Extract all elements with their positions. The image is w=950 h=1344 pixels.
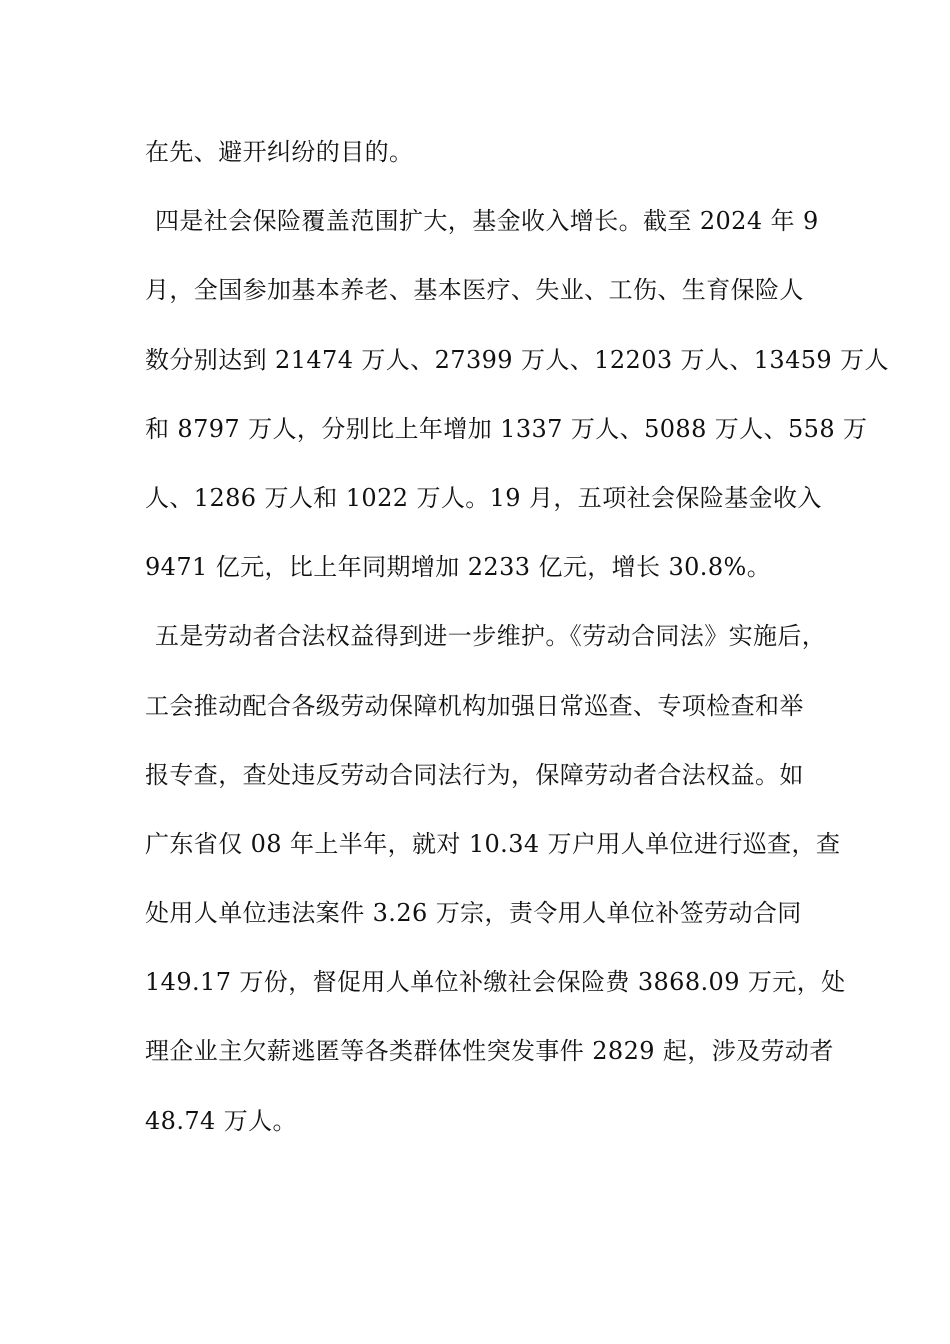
paragraph-start-line: 五是劳动者合法权益得到进一步维护。《劳动合同法》实施后， [155,622,827,651]
text-line: 工会推动配合各级劳动保障机构加强日常巡查、专项检查和举 [145,691,804,720]
text-line: 广东省仅 08 年上半年，就对 10.34 万户用人单位进行巡查，查 [145,829,841,858]
paragraph-start-line: 四是社会保险覆盖范围扩大，基金收入增长。截至 2024 年 9 [155,207,819,236]
text-line: 48.74 万人。 [145,1106,297,1135]
text-line: 理企业主欠薪逃匿等各类群体性突发事件 2829 起，涉及劳动者 [145,1037,834,1066]
body-text [145,128,889,1166]
text-line: 处用人单位违法案件 3.26 万宗，责令用人单位补签劳动合同 [145,899,802,928]
text-line: 报专查，查处违反劳动合同法行为，保障劳动者合法权益。如 [145,760,804,789]
text-line: 在先、避开纠纷的目的。 [145,138,414,166]
text-line: 149.17 万份，督促用人单位补缴社会保险费 3868.09 万元，处 [145,968,846,997]
text-line: 9471 亿元，比上年同期增加 2233 亿元，增长 30.8%。 [145,553,772,582]
text-line: 数分别达到 21474 万人、27399 万人、12203 万人、13459 万人 [145,345,889,374]
text-line: 人、1286 万人和 1022 万人。19 月，五项社会保险基金收入 [145,483,822,512]
text-line: 月，全国参加基本养老、基本医疗、失业、工伤、生育保险人 [145,276,804,305]
text-line: 和 8797 万人，分别比上年增加 1337 万人、5088 万人、558 万 [145,414,868,443]
